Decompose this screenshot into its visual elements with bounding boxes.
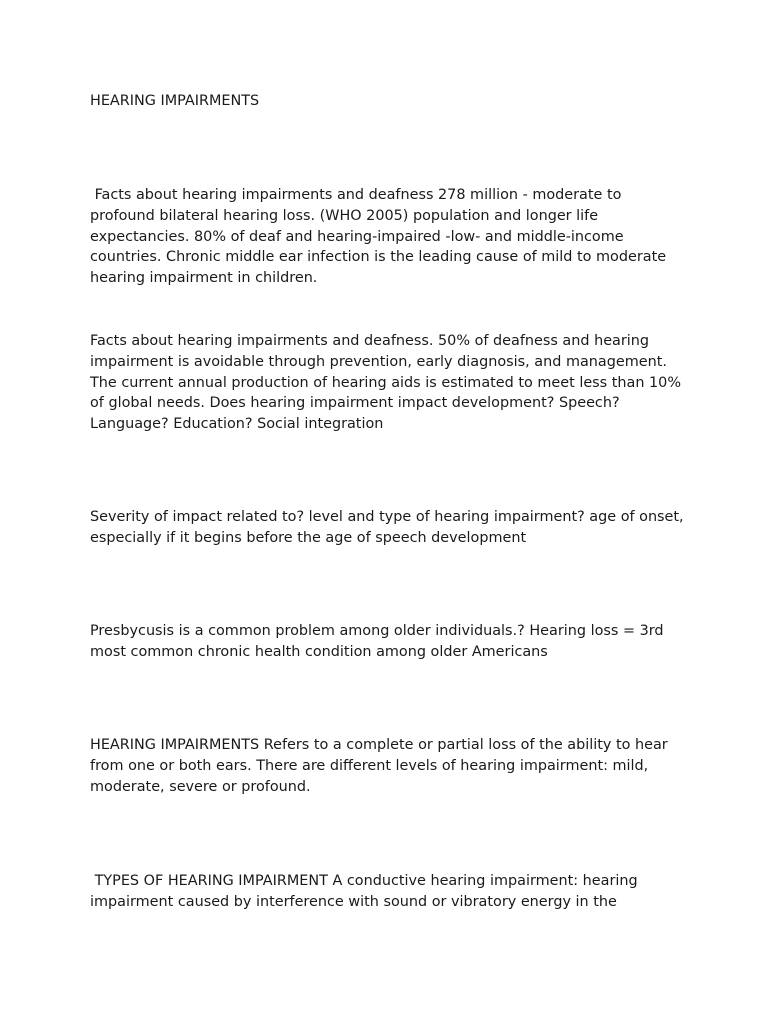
paragraph-facts-1: Facts about hearing impairments and deafness 278 million - moderate to profound bilateral hearing loss. (WHO 2005) population and longer life expectancies. 80% of deaf and hearing-impaired -low- and middle-income countries. Chronic middle ear infection is the leading cause of mild to moderate hearing impairment in children. xyxy=(90,187,671,287)
paragraph-severity: Severity of impact related to? level and type of hearing impairment? age of onset, especially if it begins before the age of speech development xyxy=(90,509,689,546)
paragraph-definition: HEARING IMPAIRMENTS Refers to a complete or partial loss of the ability to hear from one or both ears. There are different levels of hearing impairment: mild, moderate, severe or profound. xyxy=(90,737,673,795)
paragraph-facts-2: Facts about hearing impairments and deafness. 50% of deafness and hearing impairment is avoidable through prevention, early diagnosis, and management. The current annual production of hearing aids is estimated to meet less than 10% of global needs. Does hearing impairment impact development? Speech? Language? Education? Social integration xyxy=(90,333,686,433)
paragraph-types: TYPES OF HEARING IMPAIRMENT A conductive hearing impairment: hearing impairment caused by interference with sound or vibratory energy in the xyxy=(90,873,643,910)
document-title: HEARING IMPAIRMENTS xyxy=(90,93,260,109)
paragraph-presbycusis: Presbycusis is a common problem among older individuals.? Hearing loss = 3rd most common chronic health condition among older Americans xyxy=(90,623,669,660)
